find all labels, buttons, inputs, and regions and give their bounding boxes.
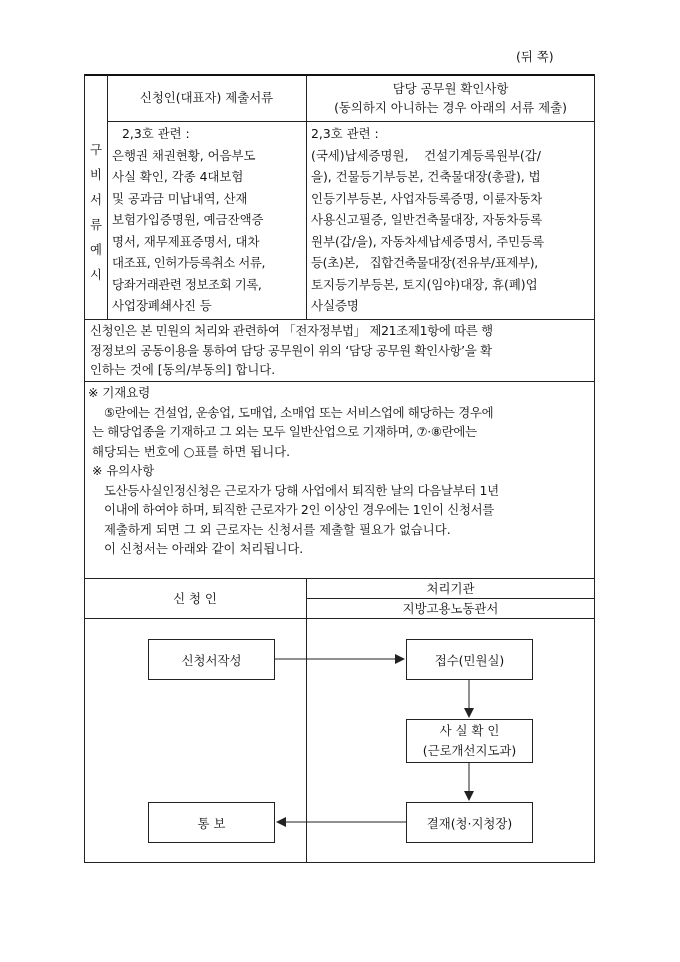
side-label-char: 예 bbox=[90, 242, 102, 257]
step-label: (근로개선지도과) bbox=[422, 743, 517, 758]
list-item: 2,3호 관련 : bbox=[311, 126, 379, 141]
list-item: 사실증명 bbox=[311, 298, 359, 313]
list-item: 사업장폐쇄사진 등 bbox=[112, 298, 212, 313]
list-item: 및 공과금 미납내역, 산재 bbox=[112, 190, 248, 206]
notes-line: ⑤란에는 건설업, 운송업, 도매업, 소매업 또는 서비스업에 해당하는 경우에 bbox=[104, 404, 494, 420]
list-item: 등(초)본, 집합건축물대장(전유부/표제부), bbox=[311, 255, 538, 270]
list-item: 보험가입증명원, 예금잔액증 bbox=[112, 212, 264, 227]
list-item: 대조표, 인허가등록취소 서류, bbox=[112, 255, 265, 270]
notes-line: 도산등사실인정신청은 근로자가 당해 사업에서 퇴직한 날의 다음날부터 1년 bbox=[104, 482, 499, 498]
page-side-label: (뒤 쪽) bbox=[516, 49, 554, 64]
list-item: 원부(갑/을), 자동차세납세증명서, 주민등록 bbox=[311, 233, 545, 249]
notes-line: 는 해당업종을 기재하고 그 외는 모두 일반산업으로 기재하며, ⑦·⑧란에는 bbox=[92, 424, 477, 439]
official-check-subheader: (동의하지 아니하는 경우 아래의 서류 제출) bbox=[334, 100, 567, 115]
list-item: 을), 건물등기부등본, 건축물대장(총괄), 법 bbox=[311, 169, 541, 184]
list-item: 사용신고필증, 일반건축물대장, 자동차등록 bbox=[311, 212, 543, 227]
list-item: 사실 확인, 각종 4대보험 bbox=[112, 169, 244, 184]
arrow-write-to-receive bbox=[275, 654, 405, 664]
consent-line: 인하는 것에 [동의/부동의] 합니다. bbox=[90, 362, 276, 377]
notes-line: 제출하게 되면 그 외 근로자는 신청서를 제출할 필요가 없습니다. bbox=[104, 521, 451, 537]
consent-line: 정정보의 공동이용을 통하여 담당 공무원이 위의 ‘담당 공무원 확인사항’을 확 bbox=[90, 342, 492, 358]
notes-title-instructions: ※ 기재요령 bbox=[88, 385, 151, 400]
step-label: 결재(청·지청장) bbox=[426, 815, 513, 831]
notes-line: 해당되는 번호에 ○표를 하면 됩니다. bbox=[92, 443, 291, 459]
applicant-docs-header: 신청인(대표자) 제출서류 bbox=[139, 90, 274, 105]
flow-agency-header: 처리기관 bbox=[426, 581, 475, 596]
list-item: 토지등기부등본, 토지(임야)대장, 휴(폐)업 bbox=[311, 276, 538, 292]
step-label: 접수(민원실) bbox=[434, 652, 505, 668]
side-label-char: 비 bbox=[90, 167, 102, 182]
side-label-char: 구 bbox=[90, 142, 102, 157]
flow-agency-name: 지방고용노동관서 bbox=[402, 601, 499, 616]
consent-line: 신청인은 본 민원의 처리와 관련하여 「전자정부법」 제21조제1항에 따른 행 bbox=[90, 323, 493, 338]
list-item: 은행권 채권현황, 어음부도 bbox=[112, 147, 256, 163]
step-label: 신청서작성 bbox=[181, 652, 242, 668]
list-item: (국세)납세증명원, 건설기계등록원부(갑/ bbox=[311, 147, 541, 163]
notes-title-cautions: ※ 유의사항 bbox=[92, 463, 155, 478]
list-item: 2,3호 관련 : bbox=[122, 126, 190, 141]
side-label-char: 시 bbox=[90, 267, 102, 282]
list-item: 당좌거래관련 정보조회 기록, bbox=[112, 276, 262, 292]
official-check-header: 담당 공무원 확인사항 bbox=[392, 81, 509, 96]
notes-line: 이내에 하여야 하며, 퇴직한 근로자가 2인 이상인 경우에는 1인이 신청서를 bbox=[104, 502, 494, 517]
arrow-receive-to-verify bbox=[464, 680, 474, 718]
side-label-char: 류 bbox=[90, 217, 102, 232]
list-item: 명서, 재무제표증명서, 대차 bbox=[112, 233, 260, 249]
list-item: 인등기부등본, 사업자등록증명, 이륜자동차 bbox=[311, 190, 543, 206]
step-label: 사 실 확 인 bbox=[439, 723, 500, 738]
arrow-verify-to-approve bbox=[464, 763, 474, 801]
notes-line: 이 신청서는 아래와 같이 처리됩니다. bbox=[104, 541, 304, 556]
flow-applicant-header: 신 청 인 bbox=[173, 591, 217, 606]
arrow-approve-to-notify bbox=[276, 817, 406, 827]
side-label-char: 서 bbox=[90, 192, 102, 207]
step-label: 통 보 bbox=[197, 815, 226, 831]
